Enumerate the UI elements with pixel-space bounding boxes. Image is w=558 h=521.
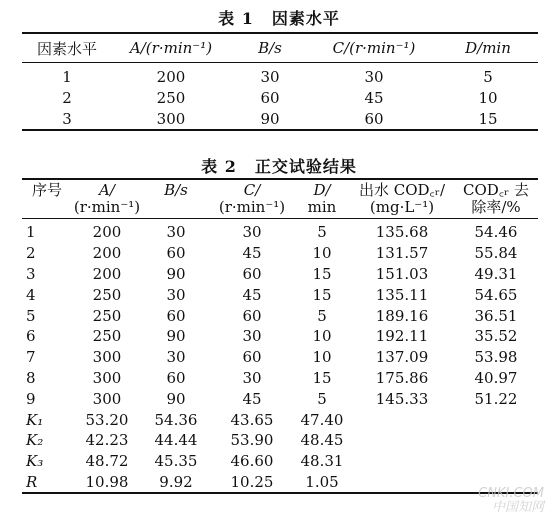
table2-cell [350,409,454,430]
table2-cell: 15 [312,285,332,304]
table2-header-line1: 序号 [31,181,62,199]
table2-cell: 9 [26,389,36,408]
table2-cell: 250 [92,306,122,325]
table2-cell: 30 [166,348,186,367]
table2-row [22,264,538,285]
table2-cell: 54.36 [154,410,198,429]
table2-header-line1: 出水 COD꜀ᵣ/ [358,181,446,199]
table2-cell: 90 [166,327,186,346]
table2-cell: 35.52 [474,327,518,346]
table2-row [22,243,538,264]
table2-cell: 8 [26,368,36,387]
table2-cell [350,430,454,451]
table2-cell: 10.25 [230,472,274,491]
table2-cell: 15 [312,264,332,283]
table2-cell: 42.23 [85,431,129,450]
table2-cell: 200 [92,223,122,242]
table2-cell: 51.22 [474,389,518,408]
table2-cell: 30 [242,368,262,387]
table2-cell: 46.60 [230,452,274,471]
table2-cell: 300 [92,348,122,367]
table2-header-cell [350,179,454,219]
table2-header-line1: C/ [243,181,261,199]
table2-cell: 47.40 [300,410,344,429]
table2-cell: 300 [92,368,122,387]
table2-cell: 40.97 [474,368,518,387]
table2-cell: 45 [242,389,262,408]
table2-header-line2: min [307,198,337,216]
table2-cell: 55.84 [474,244,518,263]
table2-cell: 30 [242,223,262,242]
table2-caption-number: 表 2 [201,157,237,176]
table2-cell: 200 [92,264,122,283]
table2-row [22,409,538,430]
table1-row [22,87,538,108]
table2-cell: 137.09 [375,348,429,367]
table2-header-row [22,179,538,219]
table2-cell: 30 [242,327,262,346]
table1-header-cell: C/(r·min⁻¹) [310,33,438,63]
table2-header-line2: 除率/% [471,198,521,216]
table2-cell: 189.16 [375,306,429,325]
table2-cell: 60 [242,264,262,283]
table2-cell: 48.72 [85,452,129,471]
table2-row [22,368,538,389]
table2-cell: 44.44 [154,431,198,450]
table2-row [22,451,538,472]
table2-cell: R [26,472,38,491]
table2-cell: 90 [166,389,186,408]
table2-header-cell [294,179,350,219]
table2-cell: 53.90 [230,431,274,450]
table2-cell: 53.20 [85,410,129,429]
table2-cell: 7 [26,348,36,367]
table2-header-line2: (mg·L⁻¹) [369,198,435,216]
table2-cell: 250 [92,327,122,346]
table2-header-cell [454,179,538,219]
table2-cell: 145.33 [375,389,429,408]
table1-header-cell: D/min [438,33,538,63]
table1-caption [0,6,558,29]
watermark-line: CNKI.COM [478,486,544,501]
table2-row [22,219,538,243]
table1-header-cell: B/s [230,33,310,63]
table2-row [22,305,538,326]
table2-cell: 250 [92,285,122,304]
table1-caption-title: 因素水平 [271,9,340,28]
table2-cell: 200 [92,244,122,263]
table2-cell: 36.51 [474,306,518,325]
table2-cell: 6 [26,327,36,346]
table1-caption-number: 表 1 [218,9,254,28]
table1-row [22,63,538,88]
table2-cell: 60 [166,368,186,387]
table1-cell: 60 [364,109,384,128]
table2-cell: 48.31 [300,452,344,471]
table2-cell: 49.31 [474,264,518,283]
table2-cell: 10 [312,327,332,346]
table2-row [22,284,538,305]
table2-row [22,388,538,409]
table2-header-line2: (r·min⁻¹) [218,198,286,216]
table1-cell: 45 [364,88,384,107]
table2-cell: 1.05 [305,472,339,491]
table2-cell: K₁ [26,410,44,429]
table1-header-cell: A/(r·min⁻¹) [112,33,230,63]
table1-header-cell: 因素水平 [22,33,112,63]
table2-cell: 54.46 [474,223,518,242]
table1-cell: 200 [156,67,186,86]
table2-cell: 3 [26,264,36,283]
table2-cell: 45 [242,244,262,263]
table2-cell [454,409,538,430]
table1-row [22,108,538,130]
table2-cell: 43.65 [230,410,274,429]
table2-row [22,430,538,451]
table2-cell: 10 [312,348,332,367]
table2-header-line1: A/ [99,181,115,199]
table2-cell: 1 [26,223,36,242]
table2-cell: 5 [317,223,327,242]
table2-cell: 30 [166,223,186,242]
table2-header-line1: COD꜀ᵣ 去 [463,181,529,199]
table2-cell: 5 [317,306,327,325]
table1-cell: 2 [62,88,72,107]
table1-cell: 90 [260,109,280,128]
table2-cell: 45.35 [154,452,198,471]
table1-cell: 60 [260,88,280,107]
table2-header-cell [22,179,72,219]
table1-cell: 10 [478,88,498,107]
table2-cell: 60 [242,348,262,367]
table2-cell: 53.98 [474,348,518,367]
table2-cell: 60 [166,244,186,263]
table1-cell: 3 [62,109,72,128]
table2-cell: 131.57 [375,244,429,263]
table2-cell [350,451,454,472]
table2-cell: 4 [26,285,36,304]
table1-header-row [22,33,538,63]
table1-cell: 250 [156,88,186,107]
table2-header-line1: B/s [164,181,188,199]
table1-cell: 300 [156,109,186,128]
table2-cell: 5 [26,306,36,325]
table2-cell: 10.98 [85,472,129,491]
table2-caption [0,154,558,177]
table2-cell: 15 [312,368,332,387]
table1-cell: 5 [483,67,493,86]
table2-cell: 300 [92,389,122,408]
table2-cell: 192.11 [375,327,429,346]
table2-cell [454,430,538,451]
table2-cell: 2 [26,244,36,263]
table1-cell: 30 [260,67,280,86]
table2-header-line1: D/ [313,181,331,199]
table2-cell: 175.86 [375,368,429,387]
factor-level-table [22,32,538,131]
table2-row [22,347,538,368]
table2-cell: K₃ [26,452,44,471]
table2-cell: 54.65 [474,285,518,304]
table1-cell: 15 [478,109,498,128]
table2-cell: 60 [242,306,262,325]
table2-header-cell [142,179,210,219]
table2-cell: 90 [166,264,186,283]
table2-cell: 9.92 [159,472,193,491]
table2-caption-title: 正交试验结果 [254,157,357,176]
table2-header-cell [72,179,142,219]
table2-header-line2: (r·min⁻¹) [73,198,141,216]
table2-cell: 45 [242,285,262,304]
table2-cell: 48.45 [300,431,344,450]
table2-cell: 135.68 [375,223,429,242]
table2-cell: K₂ [26,431,44,450]
table2-row [22,326,538,347]
watermark-line: 中国知网 [491,500,544,515]
cnki-watermark [424,487,544,515]
table2-cell: 10 [312,244,332,263]
table2-header-cell [210,179,294,219]
table1-cell: 1 [62,67,72,86]
table2-cell [454,451,538,472]
table1-cell: 30 [364,67,384,86]
table2-cell: 5 [317,389,327,408]
table2-cell: 30 [166,285,186,304]
orthogonal-test-results-table [22,178,538,494]
table2-cell: 151.03 [375,264,429,283]
table2-cell: 60 [166,306,186,325]
table2-cell: 135.11 [375,285,429,304]
